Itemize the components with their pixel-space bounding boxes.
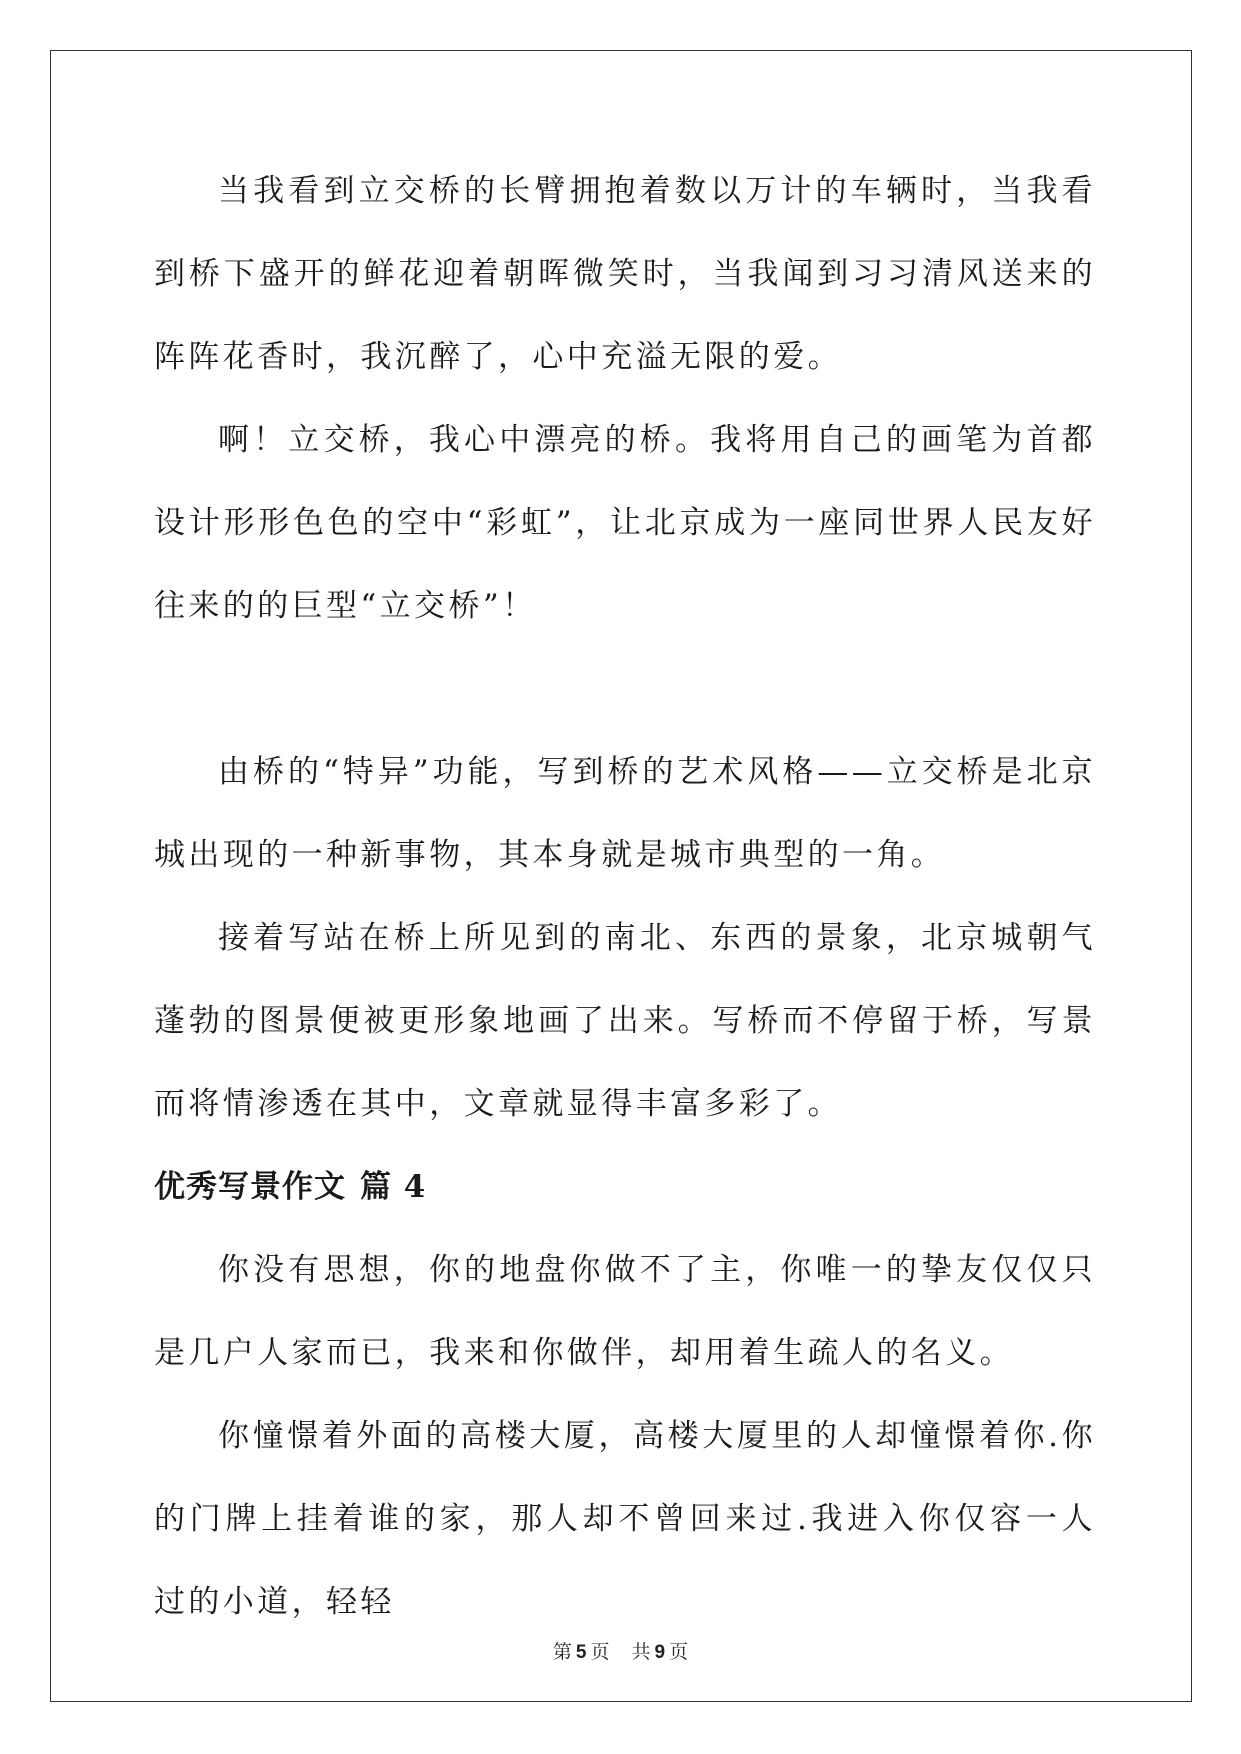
- page-footer: [0, 1637, 1241, 1664]
- paragraph-no-thoughts: 你没有思想，你的地盘你做不了主，你唯一的挚友仅仅只是几户人家而已，我来和你做伴，却用着生疏人的名义。: [154, 1252, 1096, 1371]
- paragraph-bridge-rainbow: 啊！立交桥，我心中漂亮的桥。我将用自己的画笔为首都设计形形色色的空中“彩虹”，让北京成为一座同世界人民友好往来的的巨型“立交桥”！: [154, 422, 1096, 624]
- section-heading: [154, 1146, 1096, 1229]
- footer-page-suffix: 页: [590, 1641, 610, 1663]
- section-number: 篇 4: [360, 1169, 427, 1205]
- footer-total-pages: 9: [654, 1642, 666, 1663]
- footer-current-page: 5: [575, 1642, 587, 1663]
- document-body: [154, 150, 1096, 1644]
- paragraph-gap: [154, 648, 1096, 731]
- paragraph-commentary-scene: 接着写站在桥上所见到的南北、东西的景象，北京城朝气蓬勃的图景便被更形象地画了出来。写桥而不停留于桥，写景而将情渗透在其中，文章就显得丰富多彩了。: [154, 920, 1096, 1122]
- paragraph-longing: 你憧憬着外面的高楼大厦，高楼大厦里的人却憧憬着你.你的门牌上挂着谁的家，那人却不曾回来过.我进入你仅容一人过的小道，轻轻: [154, 1418, 1096, 1620]
- footer-total-suffix: 页: [669, 1641, 689, 1663]
- footer-total-prefix: 共: [631, 1641, 651, 1663]
- footer-page-prefix: 第: [552, 1641, 572, 1663]
- paragraph-bridge-love: 当我看到立交桥的长臂拥抱着数以万计的车辆时，当我看到桥下盛开的鲜花迎着朝晖微笑时，当我闻到习习清风送来的阵阵花香时，我沉醉了，心中充溢无限的爱。: [154, 173, 1096, 375]
- section-title: 优秀写景作文: [154, 1169, 346, 1205]
- paragraph-commentary-style: 由桥的“特异”功能，写到桥的艺术风格——立交桥是北京城出现的一种新事物，其本身就是城市典型的一角。: [154, 754, 1096, 873]
